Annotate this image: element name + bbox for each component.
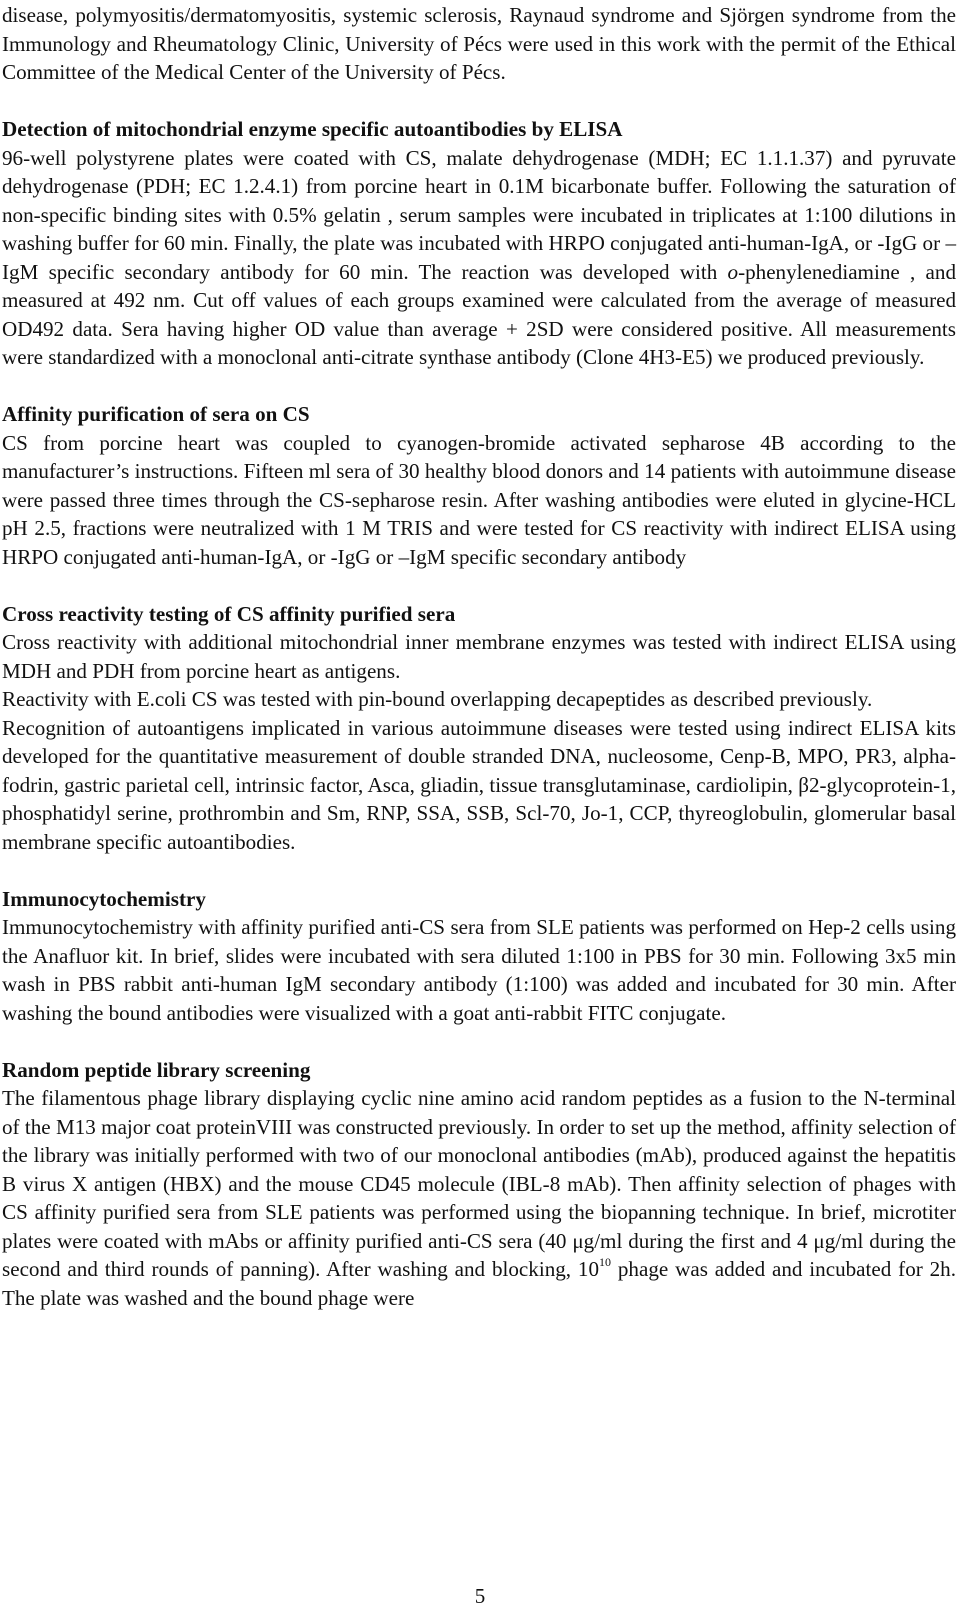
section-heading-elisa: Detection of mitochondrial enzyme specific autoantibodies by ELISA	[2, 117, 623, 141]
elisa-text-end: -phenylenediamine , and measured at 492 nm. Cut off values of each groups examined were calculated from the average of measured OD492 data. Sera having higher OD value than average + 2SD were considered positive. All measurements were standardized with a monoclonal anti-citrate synthase antibody (Clone 4H3-E5) we produced previously.	[2, 259, 956, 369]
immunocytochemistry-paragraph: Immunocytochemistry with affinity purified anti-CS sera from SLE patients was performed on Hep-2 cells using the Anafluor kit. In brief, slides were incubated with sera diluted 1:100 in PBS for 30 min. Following 3x5 min wash in PBS rabbit anti-human IgM secondary antibody (1:100) was added and incubated for 30 min. After washing the bound antibodies were visualized with a goat anti-rabbit FITC conjugate.	[2, 915, 956, 1025]
paragraph-spacer	[2, 372, 956, 401]
paragraph-spacer	[2, 856, 956, 885]
paragraph-spacer	[2, 1027, 956, 1056]
cross-reactivity-paragraph-3: Recognition of autoantigens implicated in various autoimmune diseases were tested using indirect ELISA kits developed for the quantitative measurement of double stranded DNA, nucleosome, Cenp-B, MPO, PR3, alpha-fodrin, gastric parietal cell, intrinsic factor, Asca, gliadin, tissue transglutaminase, cardiolipin, β2-glycoprotein-1, phosphatidyl serine, prothrombin and Sm, RNP, SSA, SSB, Scl-70, Jo-1, CCP, thyreoglobulin, glomerular basal membrane specific autoantibodies.	[2, 715, 956, 854]
section-heading-immunocytochemistry: Immunocytochemistry	[2, 886, 206, 911]
random-peptide-text-start: The filamentous phage library displaying cyclic nine amino acid random peptides as a fusion to the N-terminal of the M13 major coat proteinVIII was constructed previously. In order to set up the method, affinity selection of the library was initially performed with two of our monoclonal antibodies (mAb), produced against the hepatitis B virus X antigen (HBX) and the mouse CD45 molecule (IBL-8 mAb). Then affinity selection of phages with CS affinity purified sera from SLE patients was performed using the biopanning technique. In brief, microtiter plates were coated with mAbs or affinity purified anti-CS sera (40 μg/ml during the first and 4 μg/ml during the second and third rounds of panning). After washing and blocking, 10	[2, 1086, 956, 1281]
elisa-text-start: 96-well polystyrene plates were coated with CS, malate dehydrogenase (MDH; EC 1.1.1.37) and pyruvate dehydrogenase (PDH; EC 1.2.4.1) from porcine heart in 0.1M bicarbonate buffer. Following the saturation of non-specific binding sites with 0.5% gelatin , serum samples were incubated in triplicates at 1:100 dilutions in washing buffer for 60 min. Finally, the plate was incubated with HRPO conjugated anti-human-IgA, or -IgG or –IgM specific secondary antibody for 60 min. The reaction was developed with	[2, 145, 956, 284]
section-heading-cross-reactivity: Cross reactivity testing of CS affinity purified sera	[2, 601, 456, 626]
section-heading-random-peptide: Random peptide library screening	[2, 1057, 311, 1082]
document-body	[2, 1, 956, 1312]
random-peptide-paragraph	[2, 1084, 956, 1312]
section-heading-affinity: Affinity purification of sera on CS	[2, 402, 310, 426]
intro-paragraph: disease, polymyositis/dermatomyositis, systemic sclerosis, Raynaud syndrome and Sjörgen syndrome from the Immunology and Rheumatology Clinic, University of Pécs were used in this work with the permit of the Ethical Committee of the Medical Center of the University of Pécs.	[2, 3, 956, 84]
elisa-italic-o: o	[727, 259, 739, 284]
cross-reactivity-paragraph-1: Cross reactivity with additional mitochondrial inner membrane enzymes was tested with indirect ELISA using MDH and PDH from porcine heart as antigens.	[2, 630, 956, 683]
elisa-paragraph	[2, 144, 956, 372]
affinity-paragraph: CS from porcine heart was coupled to cyanogen-bromide activated sepharose 4B according to the manufacturer’s instructions. Fifteen ml sera of 30 healthy blood donors and 14 patients with autoimmune disease were passed three times through the CS-sepharose resin. After washing antibodies were eluted in glycine-HCL pH 2.5, fractions were neutralized with 1 M TRIS and were tested for CS reactivity with indirect ELISA using HRPO conjugated anti-human-IgA, or -IgG or –IgM specific secondary antibody	[2, 430, 956, 569]
random-peptide-text-end: phage was added and incubated for 2h. The plate was washed and the bound phage were	[2, 1257, 956, 1310]
paragraph-spacer	[2, 87, 956, 116]
paragraph-spacer	[2, 571, 956, 600]
superscript-exponent: 10	[599, 1254, 612, 1269]
cross-reactivity-paragraph-2: Reactivity with E.coli CS was tested with pin-bound overlapping decapeptides as described previously.	[2, 687, 873, 711]
page-number: 5	[474, 1584, 486, 1608]
